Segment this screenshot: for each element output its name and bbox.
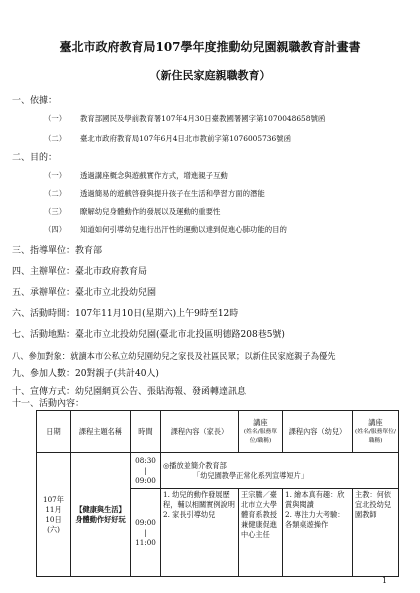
purpose-item-4-text: 知道如何引導幼兒進行出汗性的運動以達到促進心肺功能的目的: [80, 225, 287, 234]
cell-time-1: [131, 453, 161, 489]
date-day: 10日: [45, 514, 62, 524]
cell-theme: [71, 453, 131, 577]
section-basis-heading: 一、依據：: [12, 96, 58, 106]
header-lecturer-2-sub: (姓名/服務單位/職稱): [355, 428, 396, 444]
section-promotion: 十、宣傳方式：幼兒園網頁公告、張貼海報、發函轉達訊息: [12, 387, 247, 397]
opening-line-1: ◎播放並簡介教育部: [163, 460, 227, 470]
purpose-item-4-num: （四）: [44, 225, 67, 234]
opening-line-2: 「幼兒園教學正常化系列宣導短片」: [193, 470, 309, 480]
header-date: 日期: [37, 411, 71, 453]
time-1-end: 09:00: [135, 475, 156, 485]
table-header-row: [37, 411, 399, 453]
section-activity-heading: 十一、活動內容：: [12, 399, 85, 409]
date-month: 11月: [45, 504, 62, 514]
header-lecturer-1-sub: (姓名/服務單位/職稱): [243, 428, 278, 444]
section-executor: 五、承辦單位：臺北市立北投幼兒園: [12, 288, 157, 298]
parent-item-1: 1. 幼兒的動作發展歷程，輔以相關實例說明: [163, 490, 235, 509]
child-item-1: 1. 繪本真有趣：欣賞與閱讀: [285, 490, 345, 509]
document-subtitle: （新住民家庭親職教育）: [149, 69, 271, 82]
purpose-item-2-num: （二）: [44, 189, 67, 198]
header-content-child: 課程內容（幼兒）: [283, 411, 353, 453]
child-item-2: 2. 專注力大考驗：各類桌遊操作: [285, 510, 345, 529]
header-time: 時間: [131, 411, 161, 453]
cell-lecturer-1: 王宗騰／臺北市立大學體育系教授兼健康促進中心主任: [239, 489, 283, 577]
theme-title: 身體動作好好玩: [75, 514, 126, 524]
page-number: 1: [382, 576, 388, 585]
header-lecturer-2: [353, 411, 399, 453]
date-weekday: (六): [47, 524, 60, 534]
cell-child-content: [283, 489, 353, 577]
section-location: 七、活動地點：臺北市立北投幼兒園(臺北市北投區明德路208巷5號): [12, 330, 285, 340]
time-2-end: 11:00: [135, 537, 156, 547]
cell-lecturer-2: 主教：何依宜北投幼兒園教師: [353, 489, 399, 577]
cell-time-2: [131, 489, 161, 577]
purpose-item-3-num: （三）: [44, 207, 67, 216]
header-lecturer-1-label: 講座: [253, 417, 268, 427]
time-1-start: 08:30: [135, 455, 156, 465]
basis-item-2-num: （二）: [44, 134, 67, 143]
section-organizer: 四、主辦單位：臺北市政府教育局: [12, 267, 148, 277]
basis-item-1-text: 教育部國民及學前教育署107年4月30日臺教國署國字第1070048658號函: [80, 114, 326, 123]
purpose-item-1-num: （一）: [44, 171, 67, 180]
section-participants: 八、參加對象：就讀本市公私立幼兒園幼兒之家長及社區民眾；以新住民家庭親子為優先: [12, 351, 336, 361]
date-year: 107年: [43, 494, 64, 504]
section-time: 六、活動時間：107年11月10日(星期六)上午9時至12時: [12, 309, 239, 319]
purpose-item-1-text: 透過講座概念與遊戲實作方式，增進親子互動: [80, 171, 228, 180]
basis-item-1-num: （一）: [44, 114, 67, 123]
purpose-item-3-text: 瞭解幼兒身體動作的發展以及運動的重要性: [80, 207, 221, 216]
time-2-start: 09:00: [135, 517, 156, 527]
purpose-item-2-text: 透過簡易的遊戲啓發與提升孩子在生活和學習方面的潛能: [80, 189, 265, 198]
time-2-sep: |: [144, 527, 147, 537]
table-row: [37, 453, 399, 489]
header-lecturer-1: [239, 411, 283, 453]
header-lecturer-2-label: 講座: [368, 417, 383, 427]
document-title: 臺北市政府教育局107學年度推動幼兒園親職教育計畫書: [59, 40, 361, 54]
basis-item-2-text: 臺北市政府教育局107年6月4日北市教前字第1076005736號函: [80, 134, 291, 143]
schedule-table: [36, 410, 399, 577]
section-purpose-heading: 二、目的：: [12, 153, 58, 163]
header-content-parent: 課程內容（家長）: [161, 411, 239, 453]
parent-item-2: 2. 家長引導幼兒: [163, 510, 216, 519]
theme-category: 【健康與生活】: [75, 504, 126, 514]
section-headcount: 九、參加人數：20對親子(共計40人): [12, 369, 159, 379]
section-guidance: 三、指導單位：教育部: [12, 246, 103, 256]
cell-date: [37, 453, 71, 577]
cell-opening-video: [161, 453, 399, 489]
header-theme: 課程主題名稱: [71, 411, 131, 453]
time-1-sep: |: [144, 465, 147, 475]
cell-parent-content: [161, 489, 239, 577]
